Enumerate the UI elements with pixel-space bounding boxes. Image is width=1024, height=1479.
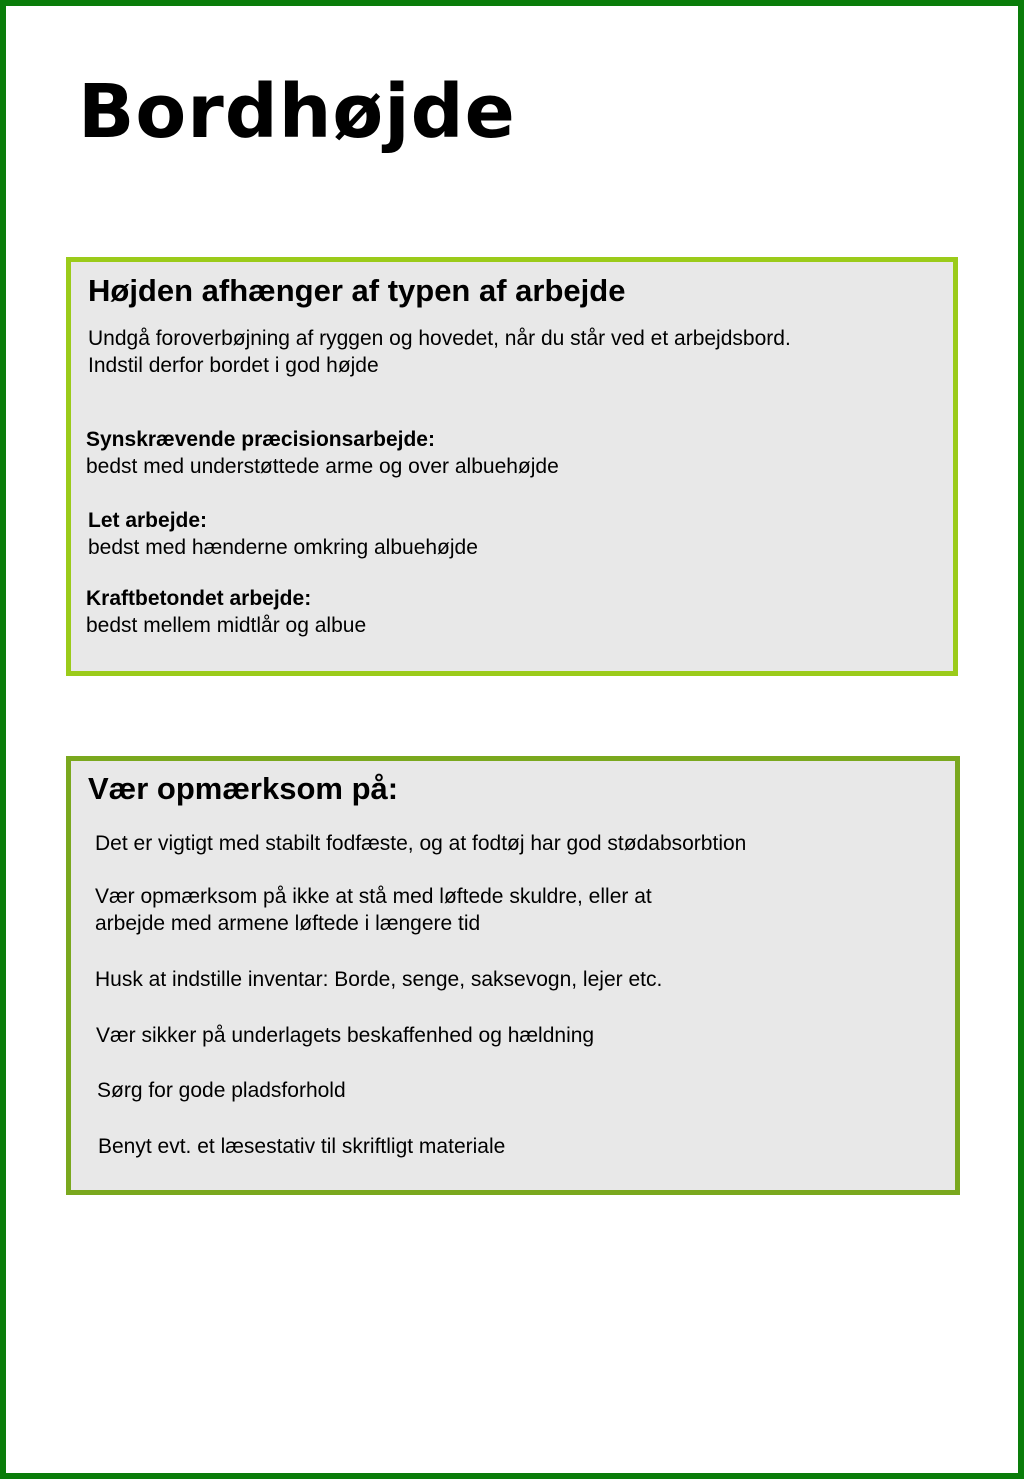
awareness-item-surface: Vær sikker på underlagets beskaffenhed og hældning [96, 1024, 595, 1047]
awareness-item-reading-stand: Benyt evt. et læsestativ til skriftligt materiale [98, 1135, 506, 1158]
precision-work-label-text: Synskrævende præcisionsarbejde: [86, 428, 435, 451]
page-title: Bordhøjde [78, 69, 516, 155]
heavy-work-text: bedst mellem midtlår og albue [86, 614, 367, 637]
precision-work-label [86, 426, 435, 453]
heavy-work-label-text: Kraftbetondet arbejde: [86, 587, 312, 610]
intro-line-1: Undgå foroverbøjning af ryggen og hovedet, når du står ved et arbejdsbord. [88, 327, 791, 350]
awareness-item-furniture: Husk at indstille inventar: Borde, senge, saksevogn, lejer etc. [95, 968, 663, 991]
intro-line-2: Indstil derfor bordet i god højde [88, 354, 379, 377]
awareness-heading: Vær opmærksom på: [88, 771, 399, 806]
work-height-heading: Højden afhænger af typen af arbejde [88, 273, 626, 308]
awareness-item-shoulders-line-1: Vær opmærksom på ikke at stå med løftede skuldre, eller at [95, 885, 652, 908]
precision-work-text: bedst med understøttede arme og over albuehøjde [86, 455, 559, 478]
awareness-item-footing: Det er vigtigt med stabilt fodfæste, og at fodtøj har god stødabsorbtion [95, 832, 747, 855]
light-work-label [88, 507, 207, 534]
light-work-text: bedst med hænderne omkring albuehøjde [88, 536, 478, 559]
light-work-label-text: Let arbejde: [88, 509, 208, 532]
awareness-item-space: Sørg for gode pladsforhold [97, 1079, 346, 1102]
awareness-item-shoulders-line-2: arbejde med armene løftede i længere tid [95, 912, 481, 935]
heavy-work-label [86, 585, 311, 612]
